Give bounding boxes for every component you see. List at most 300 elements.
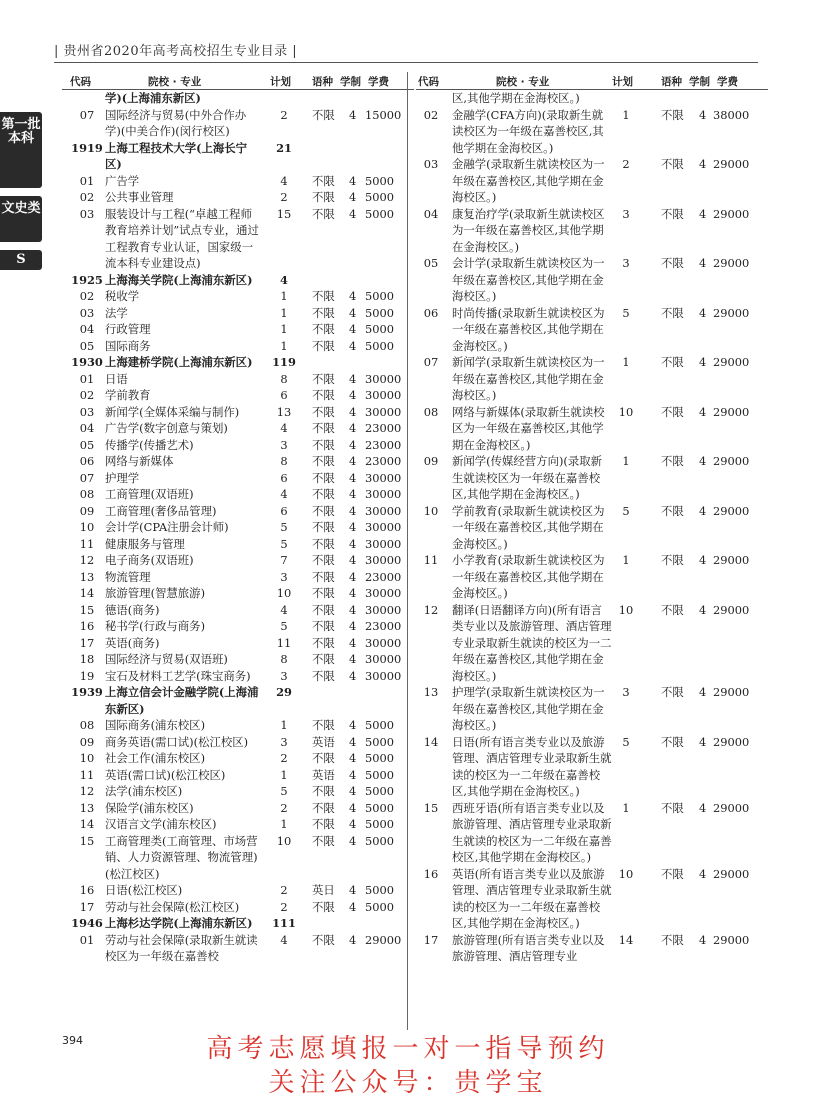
cell-plan: 6 [280, 503, 288, 518]
cell-code: 03 [79, 404, 95, 419]
cell-code: 04 [79, 421, 95, 435]
cell-plan: 1 [280, 718, 288, 732]
table-row [62, 635, 414, 652]
cell-code: 16 [79, 619, 95, 633]
cell-length: 4 [699, 355, 707, 369]
cell-length: 4 [349, 800, 357, 815]
cell-code: 09 [423, 454, 439, 468]
cell-name: 上海杉达学院(上海浦东新区) [105, 916, 253, 930]
table-row [62, 189, 414, 206]
cell-fee: 29000 [713, 256, 750, 270]
cell-fee: 29000 [713, 305, 750, 320]
left-table-header [62, 72, 414, 90]
cell-lang: 不限 [661, 932, 684, 947]
side-tab-batch: 第一批本科 [0, 112, 42, 188]
cell-length: 4 [699, 305, 707, 320]
cell-lang: 不限 [312, 404, 335, 419]
table-row [416, 800, 768, 866]
cell-lang: 英语 [312, 734, 335, 749]
cell-lang: 不限 [661, 454, 684, 468]
table-row [416, 156, 768, 206]
table-row [62, 338, 414, 355]
cell-fee: 29000 [713, 404, 750, 419]
cell-code: 13 [79, 800, 95, 815]
cell-plan: 1 [622, 355, 630, 369]
cell-code: 1930 [71, 355, 103, 369]
col-header-fee: 学费 [368, 76, 389, 88]
cell-code: 17 [79, 899, 95, 914]
cell-fee: 29000 [713, 206, 750, 221]
cell-length: 4 [699, 256, 707, 270]
cell-lang: 不限 [312, 536, 335, 551]
cell-length: 4 [699, 404, 707, 419]
cell-fee: 30000 [365, 586, 402, 600]
right-column [416, 72, 768, 965]
table-row [62, 651, 414, 668]
cell-name: 行政管理 [105, 322, 151, 336]
cell-length: 4 [349, 899, 357, 914]
school-row [62, 272, 414, 289]
cell-name: 区,其他学期在金海校区。) [452, 91, 580, 105]
table-row [62, 783, 414, 800]
table-row [62, 305, 414, 322]
cell-lang: 不限 [661, 602, 684, 617]
cell-lang: 不限 [661, 107, 684, 122]
cell-lang: 英语 [312, 767, 335, 782]
cell-lang: 不限 [312, 322, 335, 336]
cell-fee: 5000 [365, 305, 394, 320]
cell-name: 金融学(CFA方向)(录取新生就读校区为一年级在嘉善校区,其他学期在金海校区。) [452, 107, 604, 155]
cell-length: 4 [349, 833, 357, 848]
cell-fee: 38000 [713, 107, 750, 122]
cell-code: 06 [79, 454, 95, 468]
table-row [416, 866, 768, 932]
table-row [62, 932, 414, 965]
cell-fee: 29000 [713, 932, 750, 947]
cell-lang: 不限 [312, 289, 335, 303]
cell-lang: 不限 [312, 602, 335, 617]
table-row [62, 404, 414, 421]
cell-lang: 不限 [312, 751, 335, 765]
cell-name: 工商管理(双语班) [105, 487, 194, 501]
cell-code: 07 [79, 107, 95, 122]
cell-code: 05 [79, 437, 95, 452]
cell-code: 12 [79, 784, 95, 798]
cell-name: 传播学(传播艺术) [105, 437, 194, 452]
cell-name: 劳动与社会保障(录取新生就读校区为一年级在嘉善校 [105, 932, 258, 963]
cell-lang: 不限 [661, 404, 684, 419]
running-header: | 贵州省2020年高考高校招生专业目录 | [54, 44, 298, 59]
cell-code: 02 [79, 190, 95, 204]
cell-lang: 不限 [312, 569, 335, 584]
cell-plan: 5 [622, 503, 630, 518]
cell-length: 4 [349, 322, 357, 336]
table-row [62, 503, 414, 520]
header-rule [54, 62, 758, 63]
cell-lang: 不限 [312, 305, 335, 320]
cell-fee: 5000 [365, 322, 394, 336]
cell-code: 04 [423, 206, 439, 221]
cell-code: 01 [79, 173, 95, 188]
cell-lang: 不限 [312, 817, 335, 831]
table-row [62, 453, 414, 470]
cell-plan: 8 [280, 371, 288, 386]
cell-lang: 不限 [661, 355, 684, 369]
col-header-len: 学制 [340, 76, 361, 88]
cell-plan: 6 [280, 388, 288, 402]
cell-lang: 不限 [312, 487, 335, 501]
cell-plan: 10 [276, 586, 292, 600]
cell-plan: 2 [280, 800, 288, 815]
cell-name: 日语(松江校区) [105, 883, 183, 897]
cell-fee: 29000 [713, 355, 750, 369]
cell-plan: 1 [622, 107, 630, 122]
cell-fee: 30000 [365, 404, 402, 419]
table-row [62, 107, 414, 140]
right-table-header [416, 72, 768, 90]
cell-code: 08 [79, 487, 95, 501]
cell-length: 4 [349, 206, 357, 221]
table-row [62, 767, 414, 784]
cell-fee: 5000 [365, 718, 394, 732]
cell-plan: 8 [280, 652, 288, 666]
cell-fee: 30000 [365, 536, 402, 551]
cell-name: 新闻学(传媒经营方向)(录取新生就读校区为一年级在嘉善校区,其他学期在金海校区。) [452, 454, 603, 501]
cell-plan: 5 [622, 734, 630, 749]
cell-code: 15 [79, 833, 95, 848]
cell-code: 10 [423, 503, 439, 518]
col-header-code: 代码 [70, 76, 91, 88]
cell-length: 4 [349, 338, 357, 353]
table-row [62, 173, 414, 190]
cell-name: 物流管理 [105, 569, 151, 584]
cell-plan: 3 [280, 437, 288, 452]
cell-fee: 23000 [365, 569, 402, 584]
cell-code: 05 [79, 338, 95, 353]
cell-lang: 不限 [312, 421, 335, 435]
cell-lang: 不限 [661, 734, 684, 749]
table-row [62, 734, 414, 751]
school-row [62, 90, 414, 107]
cell-code: 11 [79, 536, 95, 551]
cell-code: 07 [79, 470, 95, 485]
cell-fee: 15000 [365, 107, 402, 122]
cell-fee: 5000 [365, 883, 394, 897]
cell-name: 新闻学(全媒体采编与制作) [105, 404, 240, 419]
cell-name: 网络与新媒体(录取新生就读校区为一年级在嘉善校区,其他学期在金海校区。) [452, 404, 605, 452]
cell-plan: 1 [280, 289, 288, 303]
cell-name: 公共事业管理 [105, 190, 174, 204]
cell-lang: 不限 [312, 635, 335, 650]
cell-length: 4 [699, 206, 707, 221]
cell-fee: 5000 [365, 800, 394, 815]
cell-lang: 英日 [312, 883, 335, 897]
cell-name: 会计学(CPA注册会计师) [105, 520, 229, 534]
cell-fee: 30000 [365, 487, 402, 501]
cell-length: 4 [349, 784, 357, 798]
cell-lang: 不限 [312, 503, 335, 518]
cell-length: 4 [699, 734, 707, 749]
cell-length: 4 [699, 157, 707, 171]
cell-plan: 1 [280, 767, 288, 782]
cell-plan: 14 [618, 932, 634, 947]
cell-length: 4 [349, 536, 357, 551]
cell-name: 学)(上海浦东新区) [105, 91, 201, 105]
cell-fee: 5000 [365, 289, 394, 303]
cell-fee: 29000 [713, 553, 750, 567]
cell-name: 广告学(数字创意与策划) [105, 421, 228, 435]
cell-name: 英语(商务) [105, 635, 160, 650]
cell-length: 4 [349, 652, 357, 666]
cell-name: 网络与新媒体 [105, 454, 174, 468]
cell-code: 06 [423, 305, 439, 320]
cell-code: 1925 [71, 272, 103, 287]
table-row [62, 717, 414, 734]
cell-length: 4 [349, 305, 357, 320]
cell-length: 4 [349, 586, 357, 600]
cell-plan: 4 [280, 487, 288, 501]
cell-length: 4 [349, 404, 357, 419]
cell-fee: 5000 [365, 833, 394, 848]
cell-lang: 不限 [312, 899, 335, 914]
cell-plan: 1 [280, 322, 288, 336]
table-row [62, 470, 414, 487]
cell-length: 4 [349, 635, 357, 650]
cell-name: 护理学(录取新生就读校区为一年级在嘉善校区,其他学期在金海校区。) [452, 685, 605, 732]
col-header-name: 院校 · 专业 [496, 76, 550, 88]
cell-plan: 1 [622, 454, 630, 468]
cell-lang: 不限 [661, 305, 684, 320]
cell-fee: 30000 [365, 371, 402, 386]
table-row [62, 486, 414, 503]
school-row [62, 915, 414, 932]
table-row [416, 206, 768, 256]
table-row [62, 750, 414, 767]
cell-name: 广告学 [105, 173, 140, 188]
cell-code: 09 [79, 503, 95, 518]
cell-length: 4 [699, 454, 707, 468]
cell-plan: 1 [280, 817, 288, 831]
cell-fee: 29000 [713, 685, 750, 699]
cell-length: 4 [349, 751, 357, 765]
cell-plan: 111 [272, 916, 296, 930]
cell-lang: 不限 [661, 800, 684, 815]
cell-length: 4 [699, 553, 707, 567]
cell-fee: 30000 [365, 388, 402, 402]
cell-plan: 5 [280, 536, 288, 551]
cell-plan: 1 [280, 338, 288, 353]
cell-length: 4 [699, 503, 707, 518]
cell-plan: 15 [276, 206, 292, 221]
cell-fee: 5000 [365, 899, 394, 914]
table-row [62, 800, 414, 817]
cell-code: 14 [79, 817, 95, 831]
cell-lang: 不限 [661, 206, 684, 221]
table-row [62, 899, 414, 916]
cell-name: 社会工作(浦东校区) [105, 751, 206, 765]
cell-fee: 29000 [713, 454, 750, 468]
cell-code: 08 [423, 404, 439, 419]
col-header-lang: 语种 [661, 76, 682, 88]
cell-code: 15 [79, 602, 95, 617]
cell-plan: 5 [280, 520, 288, 534]
school-row [62, 354, 414, 371]
cell-plan: 10 [276, 833, 292, 848]
cell-length: 4 [699, 800, 707, 815]
cell-length: 4 [349, 454, 357, 468]
cell-code: 16 [423, 866, 439, 881]
table-row [62, 668, 414, 685]
cell-length: 4 [349, 289, 357, 303]
cell-fee: 29000 [713, 157, 750, 171]
cell-name: 服装设计与工程(“卓越工程师教育培养计划”试点专业，通过工程教育专业认证，国家级一流本科专业建设点) [105, 206, 259, 270]
cell-plan: 2 [280, 190, 288, 204]
cell-code: 08 [79, 718, 95, 732]
cell-fee: 29000 [713, 800, 750, 815]
cell-name: 商务英语(需口试)(松江校区) [105, 734, 249, 749]
cell-plan: 1 [280, 305, 288, 320]
cell-lang: 不限 [312, 388, 335, 402]
table-row [62, 420, 414, 437]
side-tab-letter: S [0, 250, 42, 270]
cell-fee: 5000 [365, 173, 394, 188]
table-row [416, 602, 768, 685]
cell-length: 4 [349, 421, 357, 435]
cell-name: 会计学(录取新生就读校区为一年级在嘉善校区,其他学期在金海校区。) [452, 256, 605, 303]
cell-fee: 30000 [365, 668, 402, 683]
cell-name: 法学(浦东校区) [105, 784, 183, 798]
table-row [416, 354, 768, 404]
cell-length: 4 [349, 932, 357, 947]
cell-plan: 10 [618, 866, 634, 881]
cell-plan: 3 [280, 569, 288, 584]
cell-name: 电子商务(双语班) [105, 553, 194, 567]
cell-plan: 7 [280, 553, 288, 567]
cell-lang: 不限 [312, 932, 335, 947]
cell-code: 03 [79, 206, 95, 221]
cell-fee: 5000 [365, 338, 394, 353]
table-row [62, 519, 414, 536]
cell-lang: 不限 [661, 157, 684, 171]
table-row [62, 618, 414, 635]
cell-length: 4 [349, 767, 357, 782]
table-row [62, 585, 414, 602]
cell-code: 19 [79, 668, 95, 683]
cell-length: 4 [349, 388, 357, 402]
cell-fee: 5000 [365, 817, 394, 831]
cell-plan: 13 [276, 404, 292, 419]
table-row [62, 371, 414, 388]
cell-lang: 不限 [312, 784, 335, 798]
table-row [416, 255, 768, 305]
table-row [416, 734, 768, 800]
cell-code: 02 [79, 289, 95, 303]
cell-lang: 不限 [312, 206, 335, 221]
cell-fee: 30000 [365, 470, 402, 485]
cell-plan: 2 [280, 899, 288, 914]
cell-plan: 119 [272, 355, 296, 369]
cell-code: 1919 [71, 140, 103, 155]
left-column [62, 72, 414, 965]
table-row [416, 404, 768, 454]
table-row [62, 882, 414, 899]
table-row [416, 305, 768, 355]
table-row [62, 816, 414, 833]
cell-lang: 不限 [661, 553, 684, 567]
cell-name: 英语(需口试)(松江校区) [105, 767, 226, 782]
cell-name: 护理学 [105, 470, 140, 485]
table-row [62, 569, 414, 586]
cell-fee: 30000 [365, 553, 402, 567]
cell-name: 税收学 [105, 289, 140, 303]
cell-code: 14 [79, 586, 95, 600]
cell-code: 11 [79, 767, 95, 782]
cell-name: 汉语言文学(浦东校区) [105, 817, 217, 831]
cell-plan: 3 [280, 668, 288, 683]
cell-length: 4 [349, 718, 357, 732]
cell-name: 学前教育(录取新生就读校区为一年级在嘉善校区,其他学期在金海校区。) [452, 503, 605, 551]
cell-code: 02 [423, 107, 439, 122]
cell-name: 日语(所有语言类专业以及旅游管理、酒店管理专业录取新生就读的校区为一二年级在嘉善校区,其他学期在金海校区。) [452, 734, 612, 798]
school-row [62, 140, 414, 173]
cell-length: 4 [349, 437, 357, 452]
cell-plan: 10 [618, 404, 634, 419]
cell-lang: 不限 [312, 668, 335, 683]
cell-name: 旅游管理(所有语言类专业以及旅游管理、酒店管理专业 [452, 932, 605, 963]
cell-name: 时尚传播(录取新生就读校区为一年级在嘉善校区,其他学期在金海校区。) [452, 305, 605, 353]
cell-code: 17 [423, 932, 439, 947]
table-row [62, 536, 414, 553]
cell-fee: 30000 [365, 635, 402, 650]
table-row [62, 206, 414, 272]
cell-fee: 30000 [365, 652, 402, 666]
watermark-line-2: 关注公众号：贵学宝 [268, 1068, 548, 1098]
cell-fee: 29000 [713, 602, 750, 617]
cell-code: 02 [79, 388, 95, 402]
cell-code: 1946 [71, 916, 103, 930]
cell-plan: 5 [280, 784, 288, 798]
table-row [416, 90, 768, 107]
cell-code: 16 [79, 883, 95, 897]
cell-lang: 不限 [661, 503, 684, 518]
table-row [62, 321, 414, 338]
cell-fee: 23000 [365, 619, 402, 633]
cell-lang: 不限 [312, 190, 335, 204]
cell-length: 4 [349, 371, 357, 386]
cell-code: 10 [79, 520, 95, 534]
cell-length: 4 [349, 817, 357, 831]
watermark-line-1: 高考志愿填报一对一指导预约 [206, 1034, 610, 1064]
cell-length: 4 [349, 487, 357, 501]
cell-plan: 3 [622, 685, 630, 699]
cell-code: 12 [79, 553, 95, 567]
cell-length: 4 [699, 932, 707, 947]
school-row [62, 684, 414, 717]
cell-name: 国际经济与贸易(双语班) [105, 652, 228, 666]
cell-length: 4 [699, 866, 707, 881]
cell-length: 4 [349, 668, 357, 683]
cell-length: 4 [349, 553, 357, 567]
cell-length: 4 [699, 602, 707, 617]
col-header-len: 学制 [689, 76, 710, 88]
cell-fee: 23000 [365, 437, 402, 452]
cell-name: 保险学(浦东校区) [105, 800, 194, 815]
cell-lang: 不限 [312, 652, 335, 666]
cell-fee: 30000 [365, 520, 402, 534]
cell-fee: 5000 [365, 190, 394, 204]
cell-lang: 不限 [312, 553, 335, 567]
cell-plan: 29 [276, 685, 292, 699]
